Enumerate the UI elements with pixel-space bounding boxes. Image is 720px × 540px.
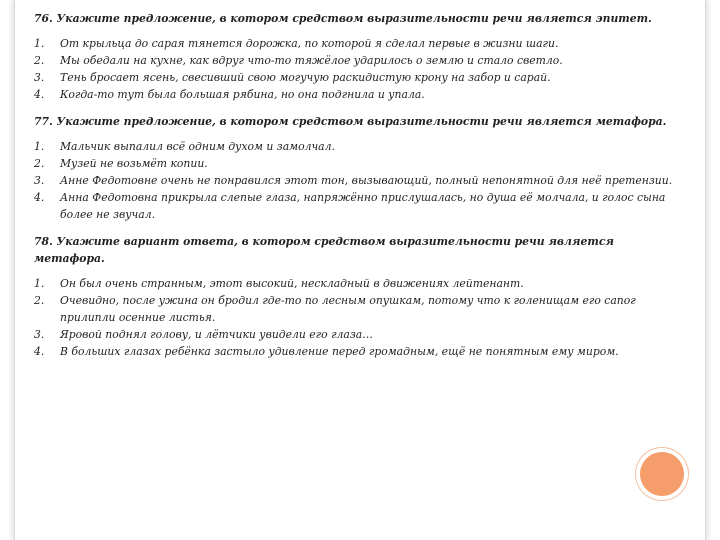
list-item (34, 138, 674, 155)
option-number: 3. (34, 174, 45, 187)
option-text: От крыльца до сарая тянется дорожка, по которой я сделал первые в жизни шаги. (60, 37, 559, 50)
option-text: В больших глазах ребёнка застыло удивление перед громадным, ещё не понятным ему миром. (60, 345, 619, 358)
option-text: Музей не возьмёт копии. (60, 157, 208, 170)
list-item (34, 292, 674, 326)
option-text: Мы обедали на кухне, как вдруг что-то тяжёлое ударилось о землю и стало светло. (60, 54, 563, 67)
option-text: Очевидно, после ужина он бродил где-то по лесным опушкам, потому что к голенищам его сапог прилипли осенние листья. (60, 294, 636, 324)
document-content (34, 10, 674, 370)
question-76 (34, 10, 674, 103)
option-text: Анне Федотовне очень не понравился этот тон, вызывающий, полный непонятной для неё претензии. (60, 174, 673, 187)
list-item (34, 69, 674, 86)
list-item (34, 86, 674, 103)
option-number: 1. (34, 37, 45, 50)
option-number: 2. (34, 157, 45, 170)
option-text: Он был очень странным, этот высокий, нескладный в движениях лейтенант. (60, 277, 524, 290)
options-list (34, 35, 674, 103)
question-title: 78. Укажите вариант ответа, в котором средством выразительности речи является метафора. (34, 235, 614, 265)
option-number: 3. (34, 328, 45, 341)
option-text: Тень бросает ясень, свесивший свою могучую раскидистую крону на забор и сарай. (60, 71, 551, 84)
option-number: 2. (34, 294, 45, 307)
list-item (34, 52, 674, 69)
list-item (34, 343, 674, 360)
option-text: Когда-то тут была большая рябина, но она подгнила и упала. (60, 88, 425, 101)
option-number: 3. (34, 71, 45, 84)
list-item (34, 189, 674, 223)
list-item (34, 172, 674, 189)
options-list (34, 138, 674, 223)
list-item (34, 35, 674, 52)
question-78 (34, 233, 674, 360)
option-number: 4. (34, 191, 45, 204)
option-text: Анна Федотовна прикрыла слепые глаза, напряжённо прислушалась, но душа её молчала, и голос сына более не звучал. (60, 191, 666, 221)
list-item (34, 326, 674, 343)
option-number: 4. (34, 88, 45, 101)
option-number: 1. (34, 277, 45, 290)
question-77 (34, 113, 674, 223)
list-item (34, 155, 674, 172)
option-number: 4. (34, 345, 45, 358)
decorative-circle (640, 452, 684, 496)
question-title: 77. Укажите предложение, в котором средством выразительности речи является метафора. (34, 115, 667, 128)
option-text: Яровой поднял голову, и лётчики увидели его глаза… (60, 328, 373, 341)
question-title: 76. Укажите предложение, в котором средством выразительности речи является эпитет. (34, 12, 652, 25)
list-item (34, 275, 674, 292)
option-number: 1. (34, 140, 45, 153)
option-number: 2. (34, 54, 45, 67)
options-list (34, 275, 674, 360)
option-text: Мальчик выпалил всё одним духом и замолчал. (60, 140, 335, 153)
